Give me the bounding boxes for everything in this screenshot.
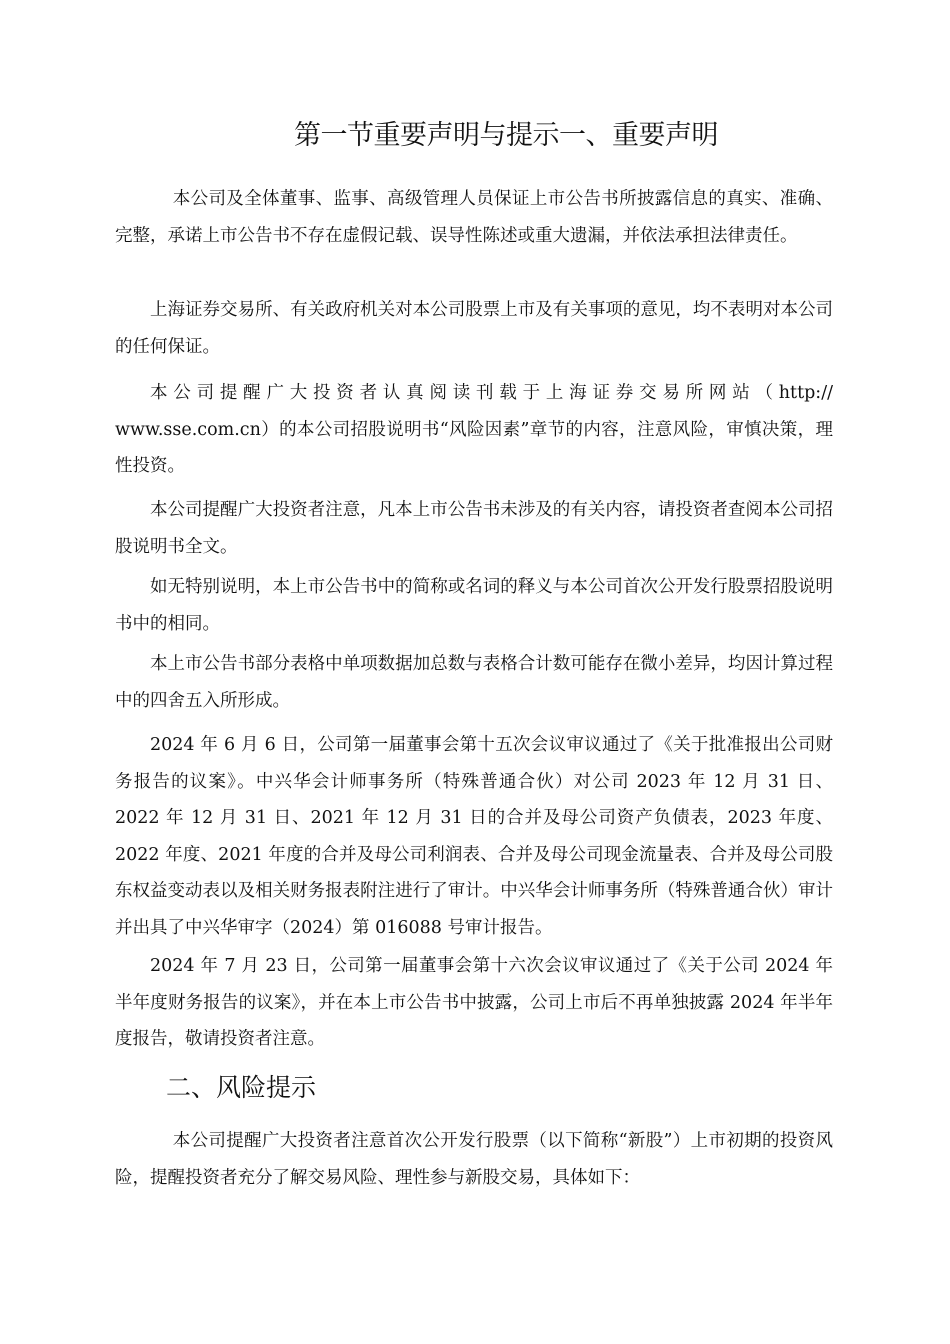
paragraph-definitions-note: 如无特别说明，本上市公告书中的简称或名词的释义与本公司首次公开发行股票招股说明书中的相同。 bbox=[115, 577, 833, 634]
paragraph-rounding-note: 本上市公告书部分表格中单项数据加总数与表格合计数可能存在微小差异，均因计算过程中的四舍五入所形成。 bbox=[115, 654, 833, 711]
paragraph-exchange-disclaimer: 上海证券交易所、有关政府机关对本公司股票上市及有关事项的意见，均不表明对本公司的任何保证。 bbox=[115, 300, 833, 357]
paragraph-risk-intro: 本公司提醒广大投资者注意首次公开发行股票（以下简称“新股”）上市初期的投资风险，提醒投资者充分了解交易风险、理性参与新股交易，具体如下： bbox=[115, 1131, 833, 1188]
paragraph-audit-report: 2024 年 6 月 6 日，公司第一届董事会第十五次会议审议通过了《关于批准报出公司财务报告的议案》。中兴华会计师事务所（特殊普通合伙）对公司 2023 年 12 月 31 日、2022 年 12 月 31 日、2021 年 12 月 31 日的合并及母公司资产负债表，2023 年度、2022 年度、2021 年度的合并及母公司利润表、合并及母公司现金流量表、合并及母公司股东权益变动表以及相关财务报表附注进行了审计。中兴华会计师事务所（特殊普通合伙）审计并出具了中兴华审字（2024）第 016088 号审计报告。 bbox=[115, 735, 833, 938]
page-title: 第一节重要声明与提示一、重要声明 bbox=[294, 120, 718, 151]
paragraph-half-year-report: 2024 年 7 月 23 日，公司第一届董事会第十六次会议审议通过了《关于公司 2024 年半年度财务报告的议案》，并在本上市公告书中披露，公司上市后不再单独披露 2024 年半年度报告，敬请投资者注意。 bbox=[115, 956, 833, 1049]
paragraph-full-prospectus-reference: 本公司提醒广大投资者注意，凡本上市公告书未涉及的有关内容，请投资者查阅本公司招股说明书全文。 bbox=[115, 500, 833, 557]
paragraph-responsibility-statement: 本公司及全体董事、监事、高级管理人员保证上市公告书所披露信息的真实、准确、完整，承诺上市公告书不存在虚假记载、误导性陈述或重大遗漏，并依法承担法律责任。 bbox=[115, 189, 833, 246]
paragraph-prospectus-reminder: 本公司提醒广大投资者认真阅读刊载于上海证券交易所网站（http:// www.sse.com.cn）的本公司招股说明书“风险因素”章节的内容，注意风险，审慎决策，理性投资。 bbox=[115, 383, 833, 476]
section-heading-risk: 二、风险提示 bbox=[166, 1073, 317, 1102]
